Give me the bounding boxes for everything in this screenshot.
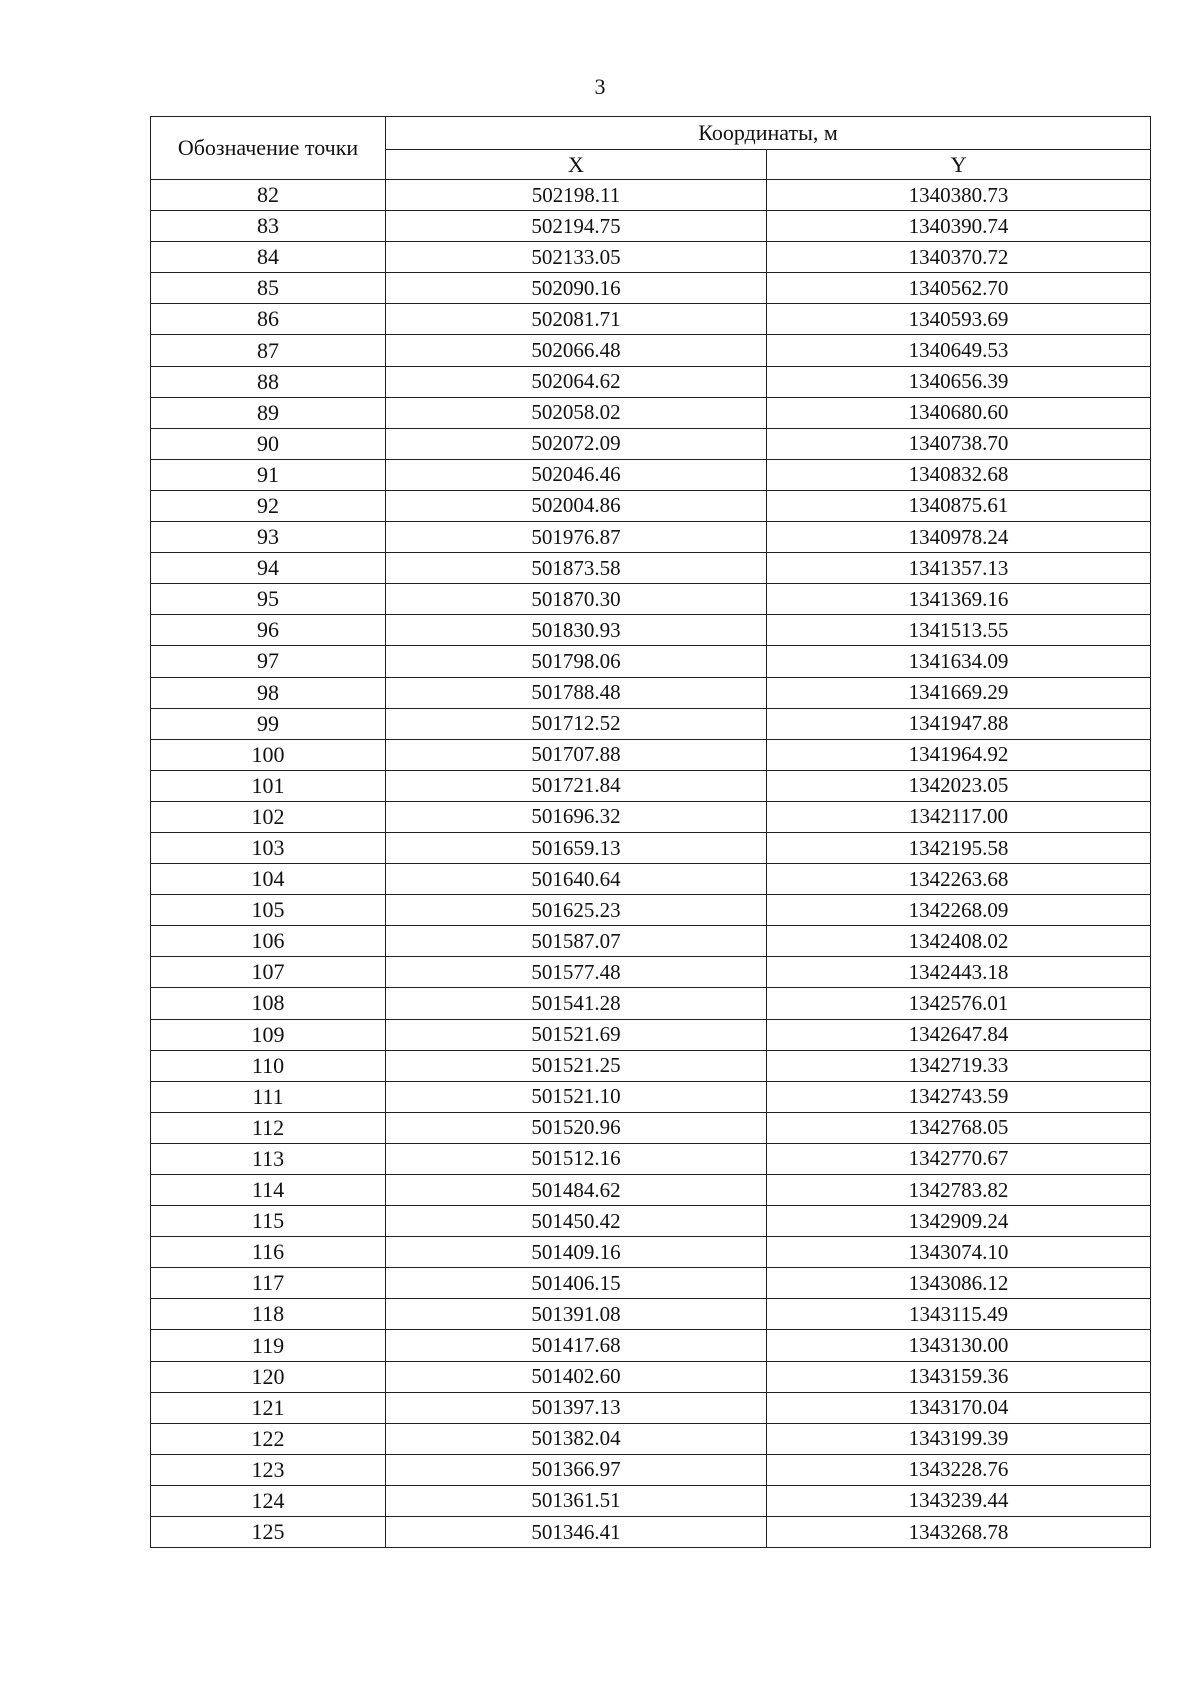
page-number: 3 bbox=[594, 74, 606, 99]
y-coordinate-cell: 1341964.92 bbox=[767, 739, 1151, 770]
point-number-cell: 91 bbox=[151, 459, 386, 490]
y-coordinate-cell: 1340656.39 bbox=[767, 366, 1151, 397]
table-row bbox=[151, 242, 1151, 273]
y-coordinate-cell: 1342443.18 bbox=[767, 957, 1151, 988]
table-row bbox=[151, 397, 1151, 428]
y-coordinate-cell: 1341669.29 bbox=[767, 677, 1151, 708]
table-row bbox=[151, 770, 1151, 801]
point-number-cell: 94 bbox=[151, 553, 386, 584]
y-coordinate-cell: 1340390.74 bbox=[767, 211, 1151, 242]
y-coordinate-cell: 1340593.69 bbox=[767, 304, 1151, 335]
y-coordinate-cell: 1343159.36 bbox=[767, 1361, 1151, 1392]
point-number-cell: 88 bbox=[151, 366, 386, 397]
y-coordinate-cell: 1343130.00 bbox=[767, 1330, 1151, 1361]
table-row bbox=[151, 1237, 1151, 1268]
table-body bbox=[151, 180, 1151, 1548]
table-row bbox=[151, 304, 1151, 335]
y-coordinate-cell: 1341357.13 bbox=[767, 553, 1151, 584]
x-coordinate-cell: 501577.48 bbox=[386, 957, 767, 988]
table-row bbox=[151, 1081, 1151, 1112]
point-number-cell: 83 bbox=[151, 211, 386, 242]
table-row bbox=[151, 708, 1151, 739]
x-coordinate-cell: 501361.51 bbox=[386, 1485, 767, 1516]
y-coordinate-cell: 1342783.82 bbox=[767, 1175, 1151, 1206]
table-row bbox=[151, 1206, 1151, 1237]
x-coordinate-cell: 501406.15 bbox=[386, 1268, 767, 1299]
x-coordinate-cell: 502194.75 bbox=[386, 211, 767, 242]
point-number-cell: 98 bbox=[151, 677, 386, 708]
x-coordinate-cell: 501707.88 bbox=[386, 739, 767, 770]
point-number-cell: 106 bbox=[151, 926, 386, 957]
point-number-cell: 124 bbox=[151, 1485, 386, 1516]
point-number-cell: 96 bbox=[151, 615, 386, 646]
point-number-cell: 122 bbox=[151, 1423, 386, 1454]
y-coordinate-cell: 1343115.49 bbox=[767, 1299, 1151, 1330]
x-coordinate-cell: 501640.64 bbox=[386, 864, 767, 895]
table-row bbox=[151, 1454, 1151, 1485]
y-coordinate-cell: 1341634.09 bbox=[767, 646, 1151, 677]
point-number-cell: 115 bbox=[151, 1206, 386, 1237]
point-number-cell: 116 bbox=[151, 1237, 386, 1268]
point-number-cell: 89 bbox=[151, 397, 386, 428]
table-row bbox=[151, 490, 1151, 521]
x-coordinate-cell: 501391.08 bbox=[386, 1299, 767, 1330]
y-coordinate-cell: 1341513.55 bbox=[767, 615, 1151, 646]
table-row bbox=[151, 1361, 1151, 1392]
y-coordinate-cell: 1342408.02 bbox=[767, 926, 1151, 957]
table-row bbox=[151, 180, 1151, 211]
table-row bbox=[151, 1019, 1151, 1050]
point-number-cell: 117 bbox=[151, 1268, 386, 1299]
y-coordinate-cell: 1342768.05 bbox=[767, 1112, 1151, 1143]
y-coordinate-cell: 1343268.78 bbox=[767, 1517, 1151, 1548]
point-number-cell: 92 bbox=[151, 490, 386, 521]
coordinates-table bbox=[150, 116, 1151, 1548]
y-coordinate-cell: 1340832.68 bbox=[767, 459, 1151, 490]
table-row bbox=[151, 553, 1151, 584]
x-coordinate-cell: 502066.48 bbox=[386, 335, 767, 366]
x-coordinate-cell: 501798.06 bbox=[386, 646, 767, 677]
table-row bbox=[151, 584, 1151, 615]
table-row bbox=[151, 1330, 1151, 1361]
point-number-cell: 111 bbox=[151, 1081, 386, 1112]
x-coordinate-cell: 501873.58 bbox=[386, 553, 767, 584]
point-number-cell: 112 bbox=[151, 1112, 386, 1143]
point-number-cell: 99 bbox=[151, 708, 386, 739]
point-number-cell: 121 bbox=[151, 1392, 386, 1423]
point-number-cell: 120 bbox=[151, 1361, 386, 1392]
y-column-header: Y bbox=[767, 150, 1151, 180]
table-row bbox=[151, 1517, 1151, 1548]
table-row bbox=[151, 211, 1151, 242]
x-coordinate-cell: 501659.13 bbox=[386, 832, 767, 863]
table-row bbox=[151, 677, 1151, 708]
table-row bbox=[151, 1299, 1151, 1330]
table-row bbox=[151, 522, 1151, 553]
y-coordinate-cell: 1343228.76 bbox=[767, 1454, 1151, 1485]
point-number-cell: 119 bbox=[151, 1330, 386, 1361]
x-coordinate-cell: 502081.71 bbox=[386, 304, 767, 335]
table-row bbox=[151, 1485, 1151, 1516]
table-row bbox=[151, 1268, 1151, 1299]
table-row bbox=[151, 1392, 1151, 1423]
y-coordinate-cell: 1342263.68 bbox=[767, 864, 1151, 895]
x-coordinate-cell: 501521.25 bbox=[386, 1050, 767, 1081]
x-coordinate-cell: 501788.48 bbox=[386, 677, 767, 708]
x-coordinate-cell: 501397.13 bbox=[386, 1392, 767, 1423]
table-row bbox=[151, 1112, 1151, 1143]
x-coordinate-cell: 501712.52 bbox=[386, 708, 767, 739]
y-coordinate-cell: 1342268.09 bbox=[767, 895, 1151, 926]
table-row bbox=[151, 801, 1151, 832]
x-coordinate-cell: 501417.68 bbox=[386, 1330, 767, 1361]
table-row bbox=[151, 864, 1151, 895]
x-coordinate-cell: 502198.11 bbox=[386, 180, 767, 211]
y-coordinate-cell: 1340978.24 bbox=[767, 522, 1151, 553]
y-coordinate-cell: 1342195.58 bbox=[767, 832, 1151, 863]
x-coordinate-cell: 501346.41 bbox=[386, 1517, 767, 1548]
table-header bbox=[151, 117, 1151, 180]
point-number-cell: 103 bbox=[151, 832, 386, 863]
point-number-cell: 108 bbox=[151, 988, 386, 1019]
x-coordinate-cell: 502004.86 bbox=[386, 490, 767, 521]
point-number-cell: 123 bbox=[151, 1454, 386, 1485]
x-coordinate-cell: 502064.62 bbox=[386, 366, 767, 397]
y-coordinate-cell: 1342647.84 bbox=[767, 1019, 1151, 1050]
point-number-cell: 82 bbox=[151, 180, 386, 211]
y-coordinate-cell: 1342909.24 bbox=[767, 1206, 1151, 1237]
point-number-cell: 93 bbox=[151, 522, 386, 553]
table-row bbox=[151, 1050, 1151, 1081]
y-coordinate-cell: 1343239.44 bbox=[767, 1485, 1151, 1516]
x-coordinate-cell: 501696.32 bbox=[386, 801, 767, 832]
y-coordinate-cell: 1340562.70 bbox=[767, 273, 1151, 304]
point-number-cell: 85 bbox=[151, 273, 386, 304]
x-coordinate-cell: 501830.93 bbox=[386, 615, 767, 646]
x-coordinate-cell: 501366.97 bbox=[386, 1454, 767, 1485]
x-coordinate-cell: 501512.16 bbox=[386, 1143, 767, 1174]
x-column-header: X bbox=[386, 150, 767, 180]
table-row bbox=[151, 273, 1151, 304]
x-coordinate-cell: 501976.87 bbox=[386, 522, 767, 553]
y-coordinate-cell: 1340875.61 bbox=[767, 490, 1151, 521]
point-number-cell: 118 bbox=[151, 1299, 386, 1330]
x-coordinate-cell: 502090.16 bbox=[386, 273, 767, 304]
table-row bbox=[151, 739, 1151, 770]
x-coordinate-cell: 502133.05 bbox=[386, 242, 767, 273]
x-coordinate-cell: 501409.16 bbox=[386, 1237, 767, 1268]
x-coordinate-cell: 501450.42 bbox=[386, 1206, 767, 1237]
table-row bbox=[151, 335, 1151, 366]
table-row bbox=[151, 895, 1151, 926]
x-coordinate-cell: 502072.09 bbox=[386, 428, 767, 459]
x-coordinate-cell: 501721.84 bbox=[386, 770, 767, 801]
x-coordinate-cell: 502058.02 bbox=[386, 397, 767, 428]
x-coordinate-cell: 501870.30 bbox=[386, 584, 767, 615]
table-row bbox=[151, 1175, 1151, 1206]
y-coordinate-cell: 1342576.01 bbox=[767, 988, 1151, 1019]
point-number-cell: 109 bbox=[151, 1019, 386, 1050]
point-number-cell: 97 bbox=[151, 646, 386, 677]
point-number-cell: 95 bbox=[151, 584, 386, 615]
table-row bbox=[151, 366, 1151, 397]
y-coordinate-cell: 1340380.73 bbox=[767, 180, 1151, 211]
x-coordinate-cell: 501402.60 bbox=[386, 1361, 767, 1392]
table-row bbox=[151, 459, 1151, 490]
y-coordinate-cell: 1340649.53 bbox=[767, 335, 1151, 366]
point-number-cell: 105 bbox=[151, 895, 386, 926]
y-coordinate-cell: 1343086.12 bbox=[767, 1268, 1151, 1299]
point-number-cell: 102 bbox=[151, 801, 386, 832]
x-coordinate-cell: 501625.23 bbox=[386, 895, 767, 926]
y-coordinate-cell: 1342743.59 bbox=[767, 1081, 1151, 1112]
table-row bbox=[151, 988, 1151, 1019]
point-number-cell: 113 bbox=[151, 1143, 386, 1174]
y-coordinate-cell: 1340680.60 bbox=[767, 397, 1151, 428]
point-designation-header: Обозначение точки bbox=[151, 117, 386, 180]
y-coordinate-cell: 1341369.16 bbox=[767, 584, 1151, 615]
y-coordinate-cell: 1342117.00 bbox=[767, 801, 1151, 832]
y-coordinate-cell: 1343199.39 bbox=[767, 1423, 1151, 1454]
coordinates-header: Координаты, м bbox=[386, 117, 1151, 150]
x-coordinate-cell: 501587.07 bbox=[386, 926, 767, 957]
point-number-cell: 86 bbox=[151, 304, 386, 335]
point-number-cell: 125 bbox=[151, 1517, 386, 1548]
table-row bbox=[151, 1143, 1151, 1174]
table-row bbox=[151, 646, 1151, 677]
point-number-cell: 87 bbox=[151, 335, 386, 366]
point-number-cell: 101 bbox=[151, 770, 386, 801]
y-coordinate-cell: 1341947.88 bbox=[767, 708, 1151, 739]
table-row bbox=[151, 1423, 1151, 1454]
x-coordinate-cell: 501541.28 bbox=[386, 988, 767, 1019]
y-coordinate-cell: 1340738.70 bbox=[767, 428, 1151, 459]
y-coordinate-cell: 1343074.10 bbox=[767, 1237, 1151, 1268]
y-coordinate-cell: 1342770.67 bbox=[767, 1143, 1151, 1174]
point-number-cell: 107 bbox=[151, 957, 386, 988]
table-row bbox=[151, 832, 1151, 863]
point-number-cell: 100 bbox=[151, 739, 386, 770]
point-number-cell: 90 bbox=[151, 428, 386, 459]
y-coordinate-cell: 1342719.33 bbox=[767, 1050, 1151, 1081]
y-coordinate-cell: 1340370.72 bbox=[767, 242, 1151, 273]
point-number-cell: 104 bbox=[151, 864, 386, 895]
x-coordinate-cell: 501521.10 bbox=[386, 1081, 767, 1112]
y-coordinate-cell: 1342023.05 bbox=[767, 770, 1151, 801]
point-number-cell: 84 bbox=[151, 242, 386, 273]
point-number-cell: 110 bbox=[151, 1050, 386, 1081]
x-coordinate-cell: 501520.96 bbox=[386, 1112, 767, 1143]
table-row bbox=[151, 615, 1151, 646]
x-coordinate-cell: 501382.04 bbox=[386, 1423, 767, 1454]
table-row bbox=[151, 926, 1151, 957]
table-row bbox=[151, 957, 1151, 988]
y-coordinate-cell: 1343170.04 bbox=[767, 1392, 1151, 1423]
x-coordinate-cell: 502046.46 bbox=[386, 459, 767, 490]
point-number-cell: 114 bbox=[151, 1175, 386, 1206]
x-coordinate-cell: 501521.69 bbox=[386, 1019, 767, 1050]
table-row bbox=[151, 428, 1151, 459]
x-coordinate-cell: 501484.62 bbox=[386, 1175, 767, 1206]
